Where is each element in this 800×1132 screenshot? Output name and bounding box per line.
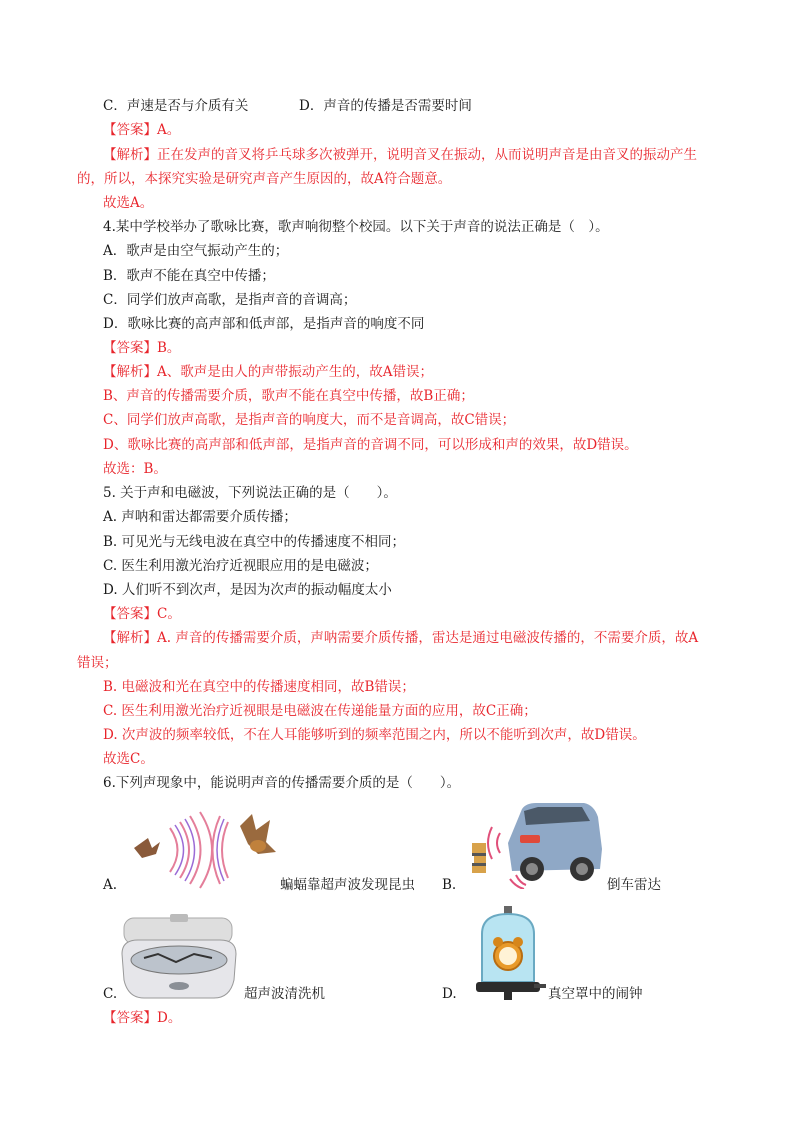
q5-answer [103,604,181,624]
q6-stem: 6.下列声现象中，能说明声音的传播需要介质的是（ ）。 [103,775,461,791]
answer-value: A。 [157,122,181,138]
q5-conclusion: 故选C。 [103,751,154,767]
q6-option-a-letter: A. [103,877,118,893]
q4-option-b: B．歌声不能在真空中传播； [103,268,275,284]
q3-option-c: C．声速是否与介质有关 [103,98,249,114]
q5-stem: 5. 关于声和电磁波，下列说法正确的是（ ）。 [103,485,397,501]
q5-option-c: C. 医生利用激光治疗近视眼应用的是电磁波； [103,558,378,574]
analysis-tag: 【解析】 [103,147,157,163]
reversing-radar-image [464,797,604,889]
answer-tag: 【答案】 [103,340,157,356]
q4-analysis-a [103,362,433,382]
vacuum-bell-jar-clock-image [468,904,548,1002]
q4-analysis-d: D、歌咏比赛的高声部和低声部，是指声音的音调不同，可以形成和声的效果，故D错误。 [103,437,638,453]
answer-tag: 【答案】 [103,122,157,138]
q3-answer [103,120,180,140]
q5-option-b: B. 可见光与无线电波在真空中的传播速度不相同； [103,534,406,550]
q6-option-b-letter: B. [442,877,457,893]
q5-analysis-d: D. 次声波的频率较低，不在人耳能够听到的频率范围之内，所以不能听到次声，故D错误。 [103,727,646,743]
q6-option-a-caption: 蝙蝠靠超声波发现昆虫 [280,877,415,893]
q3-analysis-line-1 [103,145,697,165]
ultrasonic-cleaner-image [118,910,240,1002]
q3-option-d: D．声音的传播是否需要时间 [299,98,472,114]
analysis-tag: 【解析】 [103,630,157,646]
q3-conclusion: 故选A。 [103,195,154,211]
q4-analysis-c: C、同学们放声高歌，是指声音的响度大，而不是音调高，故C错误； [103,412,516,428]
q4-answer [103,338,180,358]
answer-value: B。 [157,340,181,356]
q4-option-a: A．歌声是由空气振动产生的； [103,243,289,259]
analysis-tag: 【解析】 [103,364,157,380]
answer-value: C。 [157,606,181,622]
q6-option-c-caption: 超声波清洗机 [244,986,325,1002]
answer-value: D。 [157,1010,182,1026]
q5-analysis-a [103,628,698,648]
answer-tag: 【答案】 [103,606,157,622]
q5-analysis-c: C. 医生利用激光治疗近视眼是电磁波在传递能量方面的应用，故C正确； [103,703,537,719]
q6-option-d-caption: 真空罩中的闹钟 [548,986,643,1002]
q4-option-d: D．歌咏比赛的高声部和低声部，是指声音的响度不同 [103,316,425,332]
q4-conclusion: 故选：B。 [103,461,167,477]
q5-analysis-b: B. 电磁波和光在真空中的传播速度相同，故B错误； [103,679,415,695]
q5-option-a: A. 声呐和雷达都需要介质传播； [103,509,297,525]
q4-option-c: C．同学们放声高歌，是指声音的音调高； [103,292,357,308]
analysis-text: A. 声音的传播需要介质，声呐需要介质传播，雷达是通过电磁波传播的，不需要介质，故A [157,630,699,646]
analysis-text: 正在发声的音叉将乒乓球多次被弹开，说明音叉在振动，从而说明声音是由音叉的振动产生 [157,147,697,163]
q3-analysis-line-2: 的，所以，本探究实验是研究声音产生原因的，故A符合题意。 [77,171,452,187]
bat-echolocation-image [130,808,280,890]
q5-analysis-a-cont: 错误； [77,655,118,671]
q6-option-c-letter: C. [103,986,118,1002]
q6-option-d-letter: D. [442,986,457,1002]
q4-stem: 4.某中学校举办了歌咏比赛，歌声响彻整个校园。以下关于声音的说法正确是（ ）。 [103,219,609,235]
q5-option-d: D. 人们听不到次声，是因为次声的振动幅度太小 [103,582,392,598]
q6-option-b-caption: 倒车雷达 [607,877,661,893]
q6-answer [103,1008,181,1028]
analysis-text: A、歌声是由人的声带振动产生的，故A错误； [157,364,433,380]
q4-analysis-b: B、声音的传播需要介质，歌声不能在真空中传播，故B正确； [103,388,474,404]
answer-tag: 【答案】 [103,1010,157,1026]
